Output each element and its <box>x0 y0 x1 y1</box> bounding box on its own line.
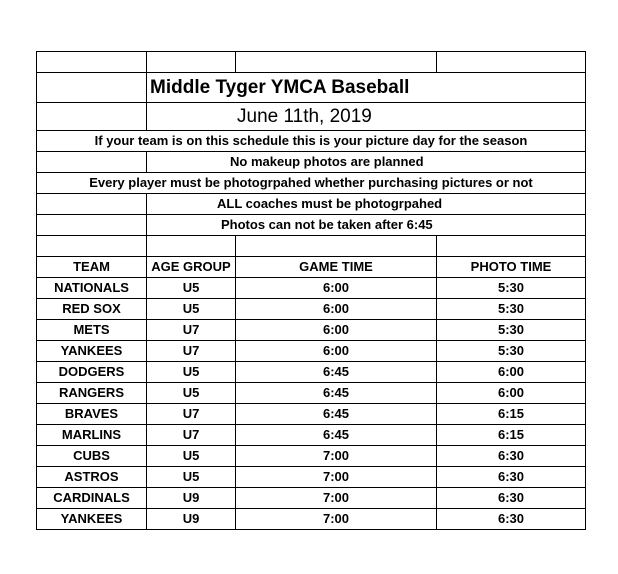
note-picture-day[interactable]: If your team is on this schedule this is your picture day for the season <box>37 131 586 152</box>
table-row <box>37 383 586 404</box>
note-row <box>37 173 586 194</box>
column-header-photo-time[interactable]: PHOTO TIME <box>437 257 586 278</box>
table-row <box>37 446 586 467</box>
team-cell[interactable]: DODGERS <box>37 362 147 383</box>
column-header-age-group[interactable]: AGE GROUP <box>147 257 236 278</box>
age-group-cell[interactable]: U5 <box>147 383 236 404</box>
note-row <box>37 194 586 215</box>
cell[interactable] <box>37 73 147 103</box>
game-time-cell[interactable]: 6:00 <box>236 299 437 320</box>
game-time-cell[interactable]: 7:00 <box>236 467 437 488</box>
team-cell[interactable]: BRAVES <box>37 404 147 425</box>
note-deadline[interactable]: Photos can not be taken after 6:45 <box>147 215 586 236</box>
table-row <box>37 509 586 530</box>
photo-time-cell[interactable]: 6:30 <box>437 488 586 509</box>
cell[interactable] <box>236 52 437 73</box>
column-header-game-time[interactable]: GAME TIME <box>236 257 437 278</box>
photo-time-cell[interactable]: 6:30 <box>437 509 586 530</box>
team-cell[interactable]: YANKEES <box>37 341 147 362</box>
game-time-cell[interactable]: 6:00 <box>236 320 437 341</box>
age-group-cell[interactable]: U9 <box>147 509 236 530</box>
column-header-row <box>37 257 586 278</box>
blank-row <box>37 236 586 257</box>
note-row <box>37 152 586 173</box>
photo-time-cell[interactable]: 6:15 <box>437 425 586 446</box>
note-no-makeup[interactable]: No makeup photos are planned <box>147 152 586 173</box>
date-row <box>37 103 586 131</box>
team-cell[interactable]: MARLINS <box>37 425 147 446</box>
age-group-cell[interactable]: U7 <box>147 425 236 446</box>
game-time-cell[interactable]: 6:00 <box>236 278 437 299</box>
table-row <box>37 467 586 488</box>
cell[interactable] <box>437 236 586 257</box>
photo-time-cell[interactable]: 6:30 <box>437 446 586 467</box>
cell[interactable] <box>37 152 147 173</box>
game-time-cell[interactable]: 6:00 <box>236 341 437 362</box>
age-group-cell[interactable]: U5 <box>147 446 236 467</box>
note-coaches[interactable]: ALL coaches must be photogrpahed <box>147 194 586 215</box>
cell[interactable] <box>37 52 147 73</box>
note-row <box>37 215 586 236</box>
photo-time-cell[interactable]: 6:15 <box>437 404 586 425</box>
table-row <box>37 299 586 320</box>
game-time-cell[interactable]: 6:45 <box>236 404 437 425</box>
age-group-cell[interactable]: U5 <box>147 467 236 488</box>
photo-time-cell[interactable]: 6:30 <box>437 467 586 488</box>
team-cell[interactable]: YANKEES <box>37 509 147 530</box>
column-header-team[interactable]: TEAM <box>37 257 147 278</box>
game-time-cell[interactable]: 7:00 <box>236 446 437 467</box>
team-cell[interactable]: METS <box>37 320 147 341</box>
table-row <box>37 404 586 425</box>
team-cell[interactable]: CUBS <box>37 446 147 467</box>
schedule-sheet <box>36 51 586 530</box>
blank-row <box>37 52 586 73</box>
game-time-cell[interactable]: 7:00 <box>236 509 437 530</box>
age-group-cell[interactable]: U7 <box>147 320 236 341</box>
cell[interactable] <box>37 103 147 131</box>
age-group-cell[interactable]: U7 <box>147 341 236 362</box>
photo-time-cell[interactable]: 5:30 <box>437 320 586 341</box>
age-group-cell[interactable]: U5 <box>147 362 236 383</box>
age-group-cell[interactable]: U5 <box>147 278 236 299</box>
game-time-cell[interactable]: 6:45 <box>236 425 437 446</box>
table-row <box>37 362 586 383</box>
cell[interactable] <box>37 215 147 236</box>
team-cell[interactable]: NATIONALS <box>37 278 147 299</box>
cell[interactable] <box>37 236 147 257</box>
photo-time-cell[interactable]: 5:30 <box>437 278 586 299</box>
note-row <box>37 131 586 152</box>
table-row <box>37 425 586 446</box>
sheet-date[interactable]: June 11th, 2019 <box>147 103 586 131</box>
team-cell[interactable]: ASTROS <box>37 467 147 488</box>
cell[interactable] <box>147 52 236 73</box>
photo-time-cell[interactable]: 5:30 <box>437 341 586 362</box>
game-time-cell[interactable]: 6:45 <box>236 362 437 383</box>
table-row <box>37 320 586 341</box>
photo-time-cell[interactable]: 5:30 <box>437 299 586 320</box>
cell[interactable] <box>437 52 586 73</box>
photo-time-cell[interactable]: 6:00 <box>437 383 586 404</box>
age-group-cell[interactable]: U5 <box>147 299 236 320</box>
table-row <box>37 278 586 299</box>
team-cell[interactable]: RED SOX <box>37 299 147 320</box>
table-row <box>37 488 586 509</box>
cell[interactable] <box>147 236 236 257</box>
cell[interactable] <box>236 236 437 257</box>
photo-time-cell[interactable]: 6:00 <box>437 362 586 383</box>
note-every-player[interactable]: Every player must be photogrpahed whether purchasing pictures or not <box>37 173 586 194</box>
team-cell[interactable]: RANGERS <box>37 383 147 404</box>
game-time-cell[interactable]: 6:45 <box>236 383 437 404</box>
table-row <box>37 341 586 362</box>
game-time-cell[interactable]: 7:00 <box>236 488 437 509</box>
age-group-cell[interactable]: U9 <box>147 488 236 509</box>
sheet-title[interactable]: Middle Tyger YMCA Baseball <box>147 73 586 103</box>
title-row <box>37 73 586 103</box>
age-group-cell[interactable]: U7 <box>147 404 236 425</box>
cell[interactable] <box>37 194 147 215</box>
team-cell[interactable]: CARDINALS <box>37 488 147 509</box>
